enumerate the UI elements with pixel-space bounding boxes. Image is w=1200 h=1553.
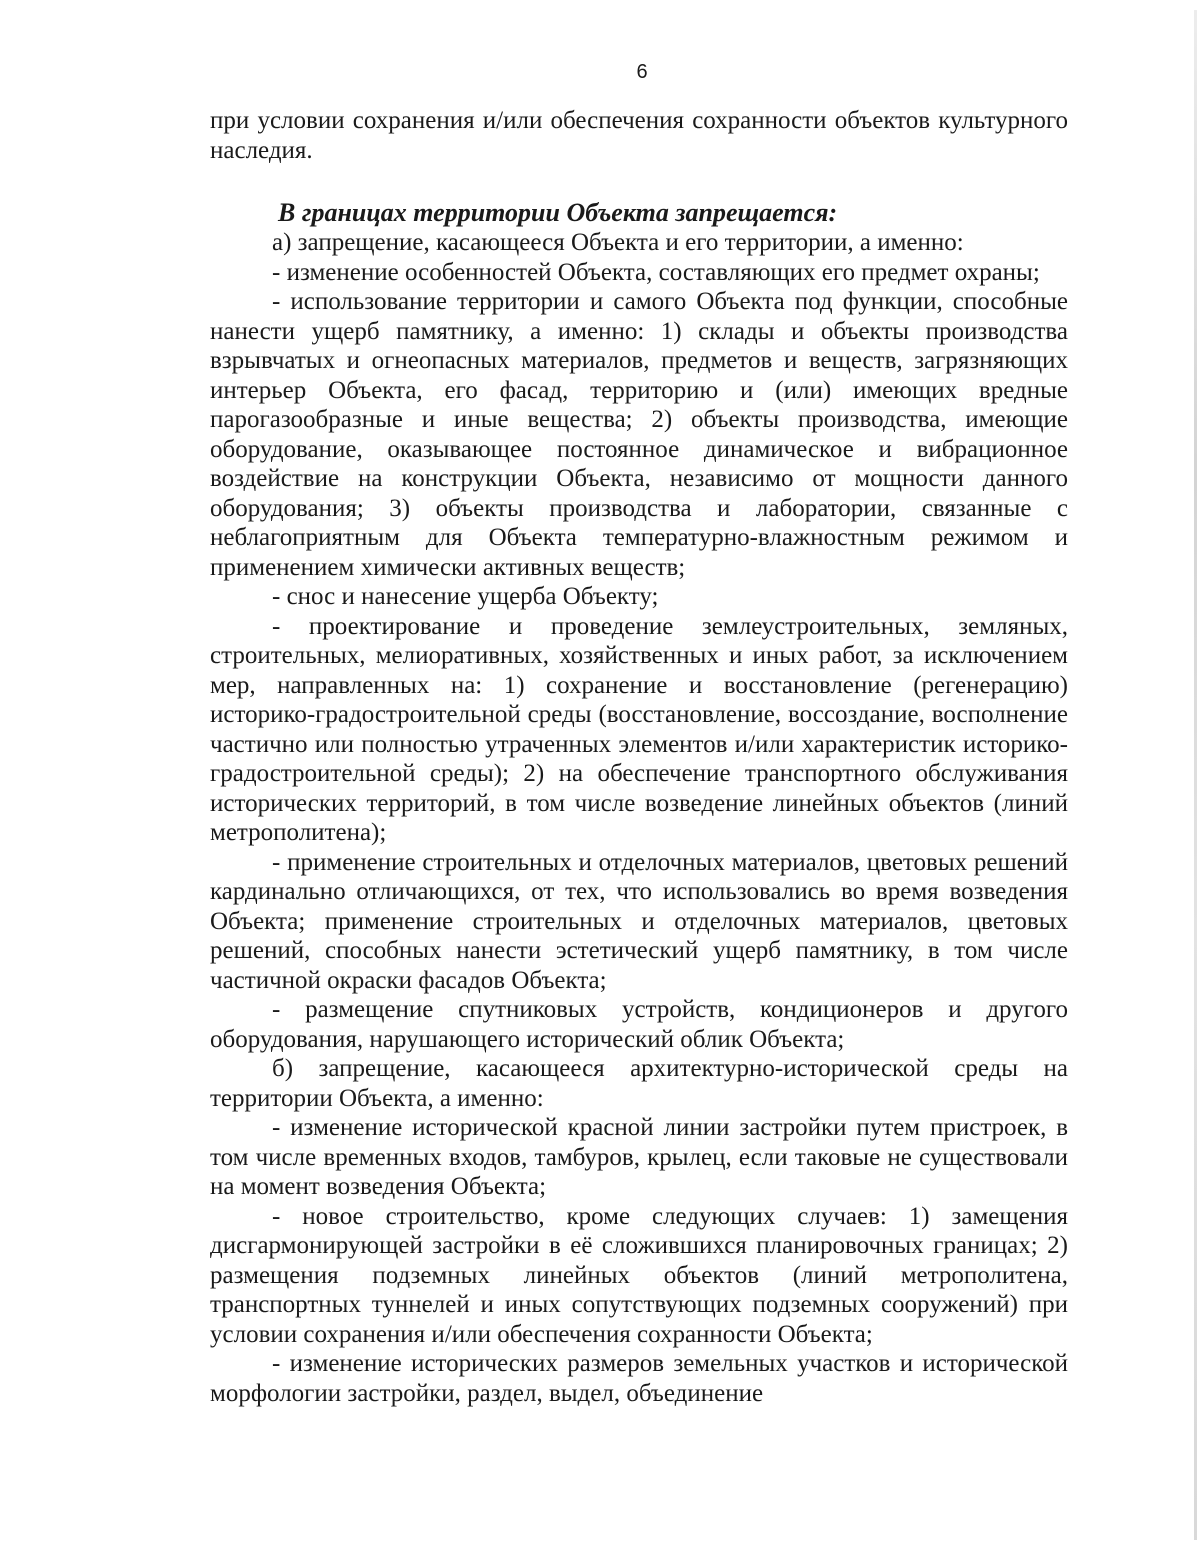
item-plot-sizes: - изменение исторических размеров земельных участков и исторической морфологии застройки, раздел, выдел, объединение	[210, 1350, 1068, 1407]
scan-edge-shadow	[1194, 10, 1197, 1540]
item-feature-change: - изменение особенностей Объекта, составляющих его предмет охраны;	[272, 258, 1040, 286]
item-a: а) запрещение, касающееся Объекта и его территории, а именно:	[272, 229, 964, 256]
section-heading: В границах территории Объекта запрещается:	[278, 198, 838, 227]
intro-paragraph: при условии сохранения и/или обеспечения сохранности объектов культурного наследия.	[210, 107, 1068, 164]
item-b: б) запрещение, касающееся архитектурно-исторической среды на территории Объекта, а именно:	[210, 1055, 1068, 1112]
item-demolition: - снос и нанесение ущерба Объекту;	[272, 583, 659, 610]
item-materials: - применение строительных и отделочных материалов, цветовых решений кардинально отличающихся, от тех, что использовались во время возведения Объекта; применение строительных и отделочных материалов, цветовых решений, способных нанести эстетический ущерб памятнику, в том числе частичной окраски фасадов Объекта;	[210, 848, 1068, 994]
document-body	[210, 106, 1068, 1408]
item-red-line: - изменение исторической красной линии застройки путем пристроек, в том числе временных входов, тамбуров, крылец, если таковые не существовали на момент возведения Объекта;	[210, 1114, 1068, 1200]
item-equipment: - размещение спутниковых устройств, кондиционеров и другого оборудования, нарушающего исторический облик Объекта;	[210, 996, 1068, 1053]
item-use-restrictions: - использование территории и самого Объекта под функции, способные нанести ущерб памятнику, а именно: 1) склады и объекты производства взрывчатых и огнеопасных материалов, предметов и веществ, загрязняющих интерьер Объекта, его фасад, территорию и (или) имеющих вредные парогазообразные и иные вещества; 2) объекты производства, имеющие оборудование, оказывающее постоянное динамическое и вибрационное воздействие на конструкции Объекта, независимо от мощности данного оборудования; 3) объекты производства и лаборатории, связанные с неблагоприятным для Объекта температурно-влажностным режимом и применением химически активных веществ;	[210, 288, 1068, 581]
item-new-construction: - новое строительство, кроме следующих случаев: 1) замещения дисгармонирующей застройки в её сложившихся планировочных границах; 2) размещения подземных линейных объектов (линий метрополитена, транспортных туннелей и иных сопутствующих подземных сооружений) при условии сохранения и/или обеспечения сохранности Объекта;	[210, 1202, 1068, 1348]
item-works-design: - проектирование и проведение землеустроительных, земляных, строительных, мелиоративных, хозяйственных и иных работ, за исключением мер, направленных на: 1) сохранение и восстановление (регенерацию) историко-градостроительной среды (восстановление, воссоздание, восполнение частично или полностью утраченных элементов и/или характеристик историко-градостроительной среды); 2) на обеспечение транспортного обслуживания исторических территорий, в том числе возведение линейных объектов (линий метрополитена);	[210, 612, 1068, 846]
page-number: 6	[636, 61, 648, 83]
